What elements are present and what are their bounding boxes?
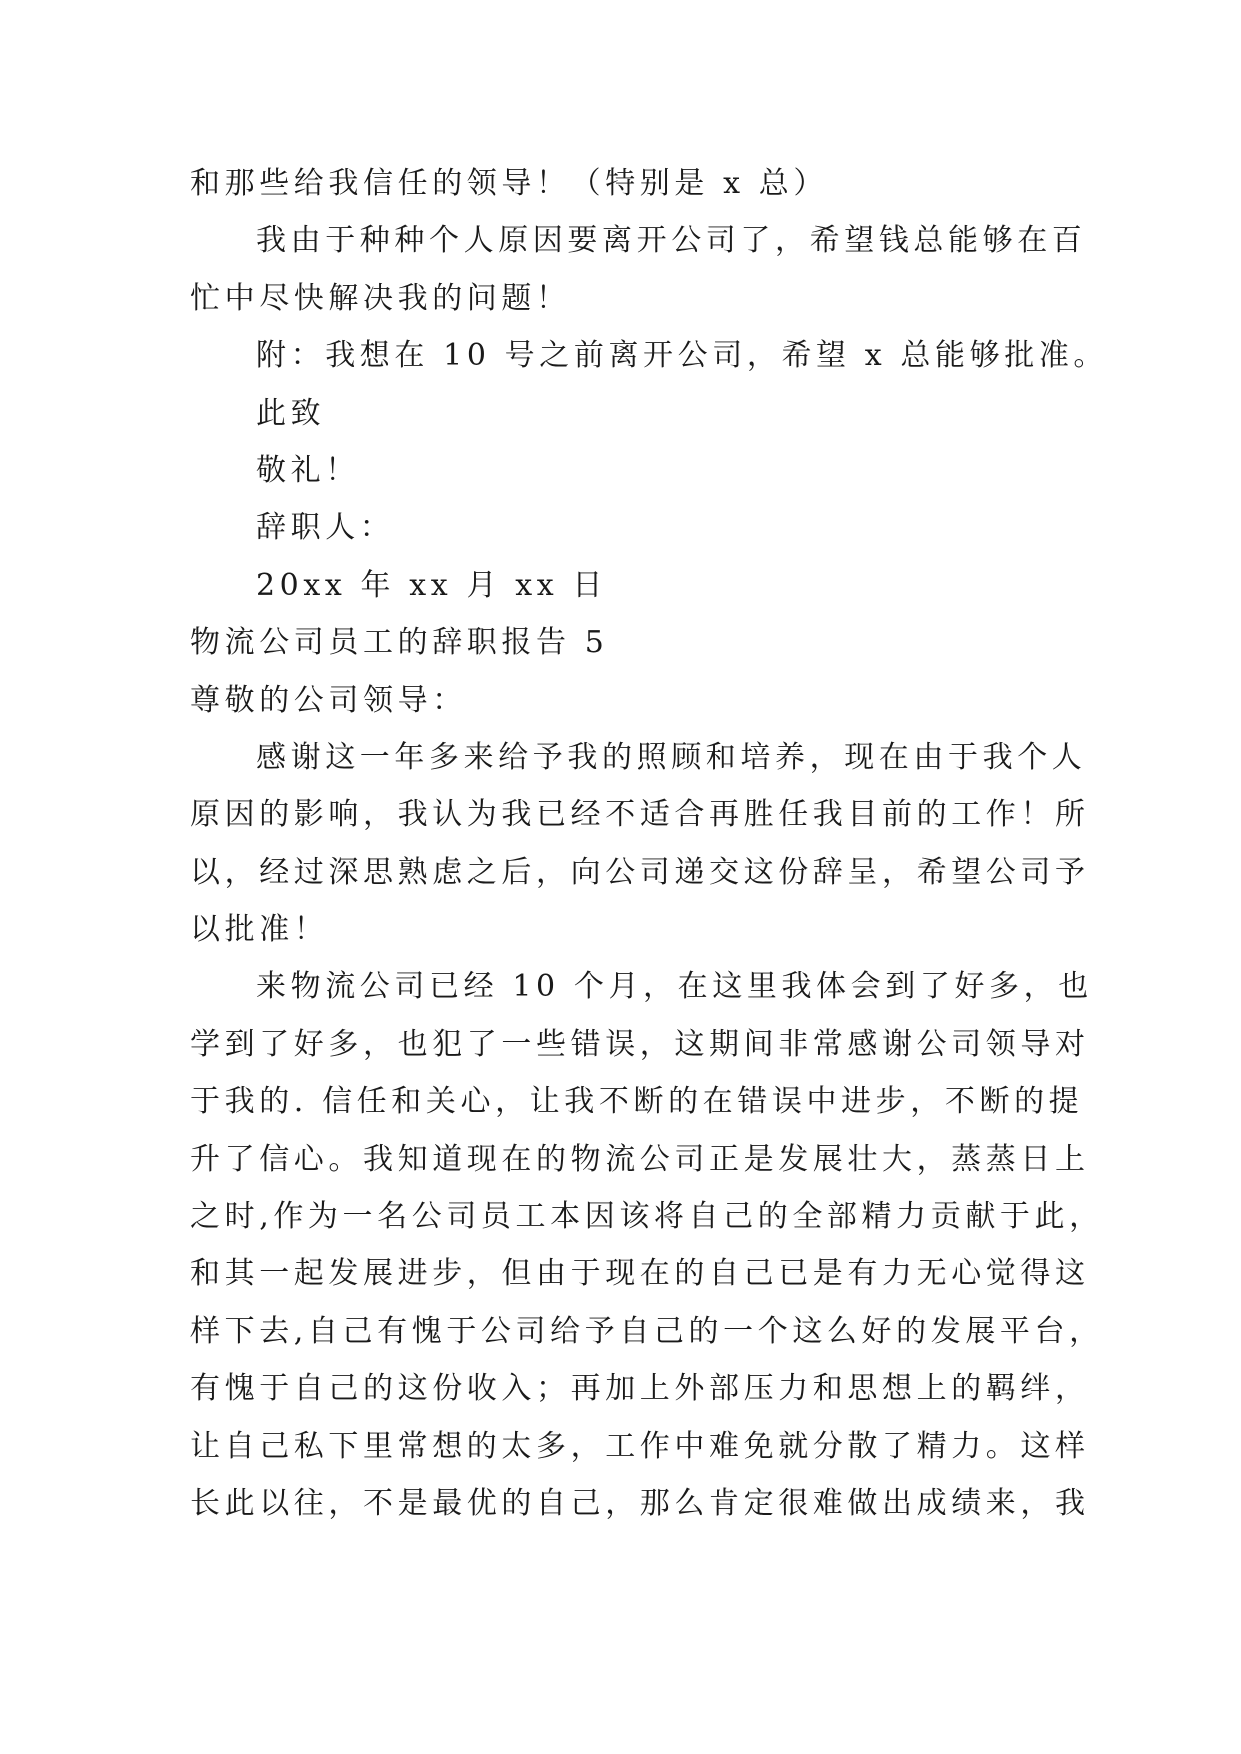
document-body bbox=[190, 155, 1109, 1532]
greeting: 尊敬的公司领导： bbox=[190, 682, 467, 718]
section-title: 物流公司员工的辞职报告 5 bbox=[190, 625, 609, 661]
text-line: 样下去,自己有愧于公司给予自己的一个这么好的发展平台， bbox=[190, 1313, 1104, 1349]
text-line: 让自己私下里常想的太多，工作中难免就分散了精力。这样 bbox=[190, 1428, 1090, 1464]
text-line: 原因的影响，我认为我已经不适合再胜任我目前的工作！所 bbox=[190, 797, 1090, 833]
text-line: 长此以往，不是最优的自己，那么肯定很难做出成绩来，我 bbox=[190, 1485, 1090, 1521]
text-line: 附：我想在 10 号之前离开公司，希望 x 总能够批准。 bbox=[256, 338, 1109, 374]
text-line: 有愧于自己的这份收入；再加上外部压力和思想上的羁绊， bbox=[190, 1371, 1090, 1407]
closing-regards: 敬礼！ bbox=[256, 452, 360, 488]
text-line: 来物流公司已经 10 个月，在这里我体会到了好多，也 bbox=[256, 969, 1093, 1005]
text-line: 和其一起发展进步，但由于现在的自己已是有力无心觉得这 bbox=[190, 1256, 1090, 1292]
date-line: 20xx 年 xx 月 xx 日 bbox=[256, 567, 607, 603]
text-line: 我由于种种个人原因要离开公司了，希望钱总能够在百 bbox=[256, 223, 1087, 259]
text-line: 学到了好多，也犯了一些错误，这期间非常感谢公司领导对 bbox=[190, 1026, 1090, 1062]
text-line: 忙中尽快解决我的问题！ bbox=[190, 280, 571, 316]
signature-label: 辞职人： bbox=[256, 510, 395, 546]
text-line: 感谢这一年多来给予我的照顾和培养，现在由于我个人 bbox=[256, 739, 1087, 775]
closing-salutation: 此致 bbox=[256, 395, 326, 431]
text-line: 升了信心。我知道现在的物流公司正是发展壮大，蒸蒸日上 bbox=[190, 1141, 1090, 1177]
text-line: 以，经过深思熟虑之后，向公司递交这份辞呈，希望公司予 bbox=[190, 854, 1090, 890]
text-line: 于我的. 信任和关心，让我不断的在错误中进步，不断的提 bbox=[190, 1084, 1084, 1120]
text-line: 以批准！ bbox=[190, 912, 329, 948]
text-line: 和那些给我信任的领导！（特别是 x 总） bbox=[190, 166, 828, 201]
text-line: 之时,作为一名公司员工本因该将自己的全部精力贡献于此， bbox=[190, 1199, 1104, 1235]
